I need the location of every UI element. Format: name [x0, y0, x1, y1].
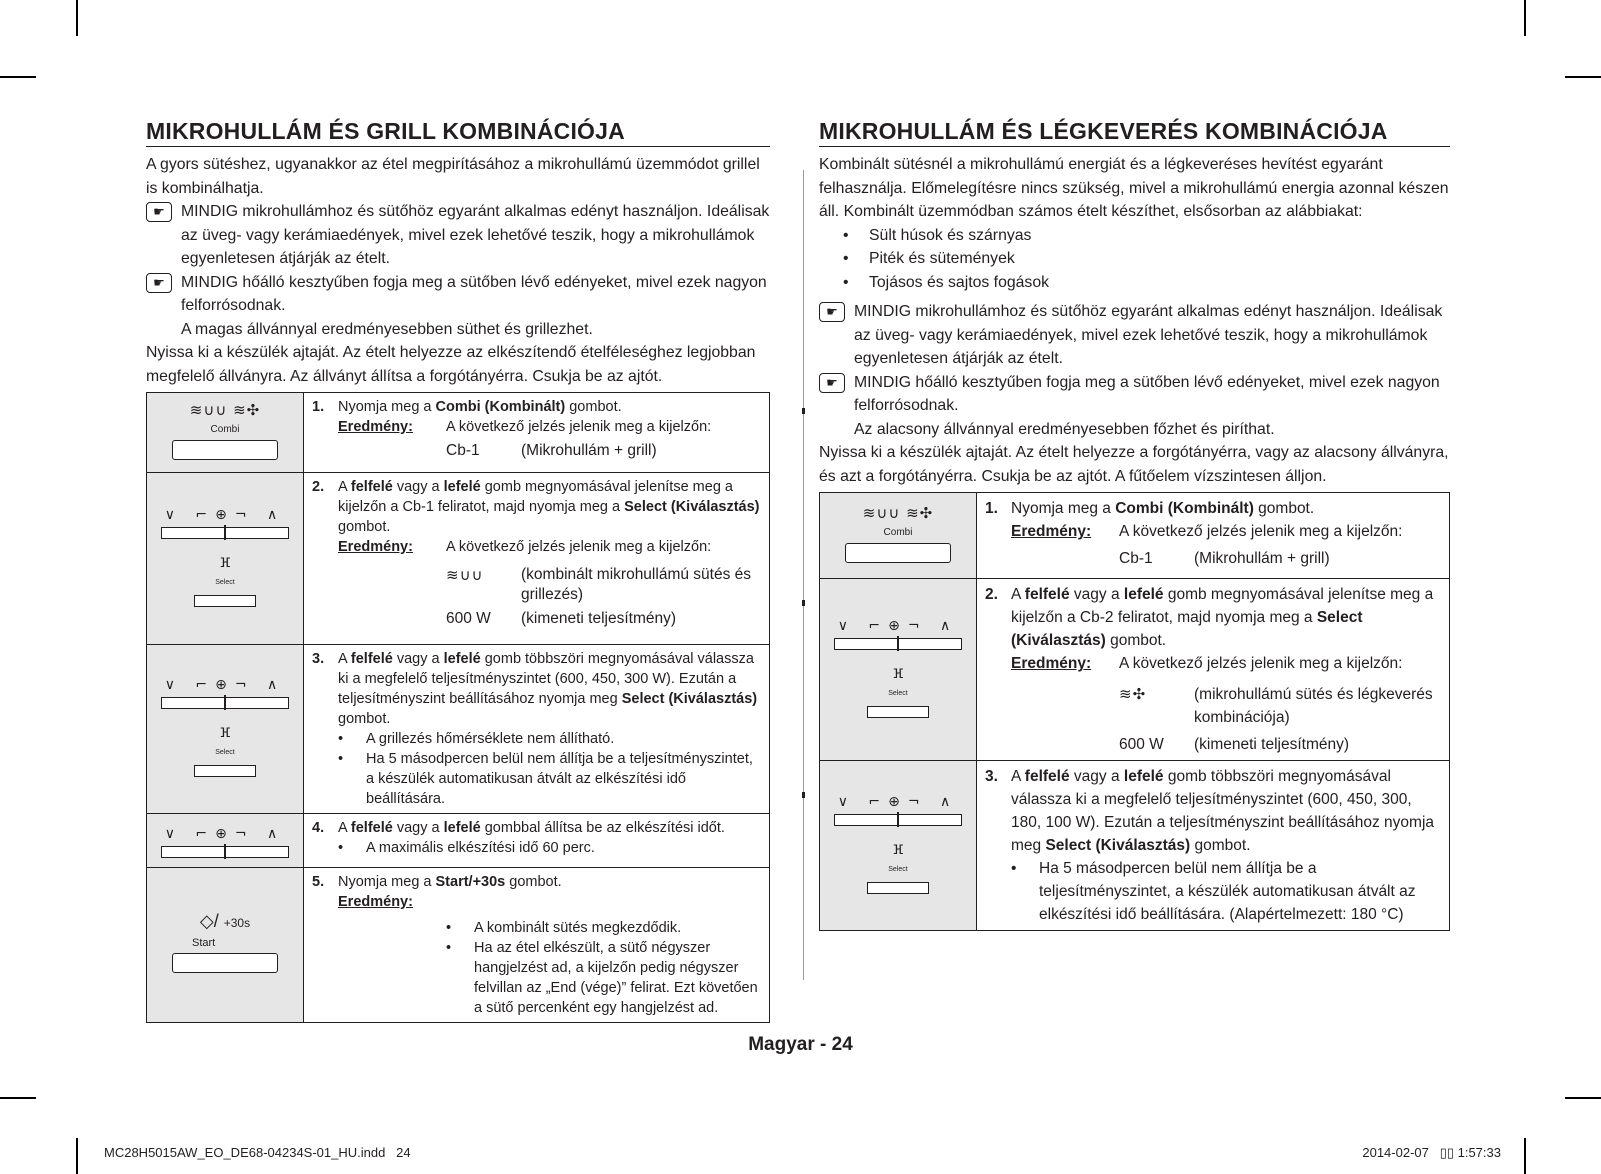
combi-button[interactable]	[172, 440, 278, 460]
footer-file: MC28H5015AW_EO_DE68-04234S-01_HU.indd 24	[104, 1145, 411, 1160]
crop-mark	[1524, 0, 1526, 36]
select-label: Select	[888, 689, 908, 697]
column-divider	[803, 170, 804, 980]
section-title: MIKROHULLÁM ÉS GRILL KOMBINÁCIÓJA	[146, 118, 770, 147]
step-row	[147, 814, 770, 868]
select-button[interactable]	[194, 765, 256, 777]
hand-icon: ☛	[146, 273, 172, 293]
step-row	[147, 868, 770, 1023]
hand-select-icon: ⴼ	[892, 841, 904, 857]
step-text: 3. A felfelé vagy a lefelé gomb többszöri megnyomásával válassza ki a megfelelő teljesítményszintet (600, 450, 300, 180, 100 W). Ezután a teljesítményszint beállításához nyomja meg Select (Kiválasztás) gombot. • Ha 5 másodpercen belül nem állítja be a teljesítményszintet, a készülék automatikusan átvált az elkészítési idő beállítására. (Alapértelmezett: 180 °C)	[977, 761, 1450, 931]
step-text: 1. Nyomja meg a Combi (Kombinált) gombot. Eredmény: A következő jelzés jelenik meg a kijelzőn: Cb-1 (Mikrohullám + grill)	[977, 493, 1450, 579]
updown-select-control	[147, 473, 304, 645]
select-button[interactable]	[867, 706, 929, 718]
steps-table	[146, 392, 770, 1023]
note-extra: Az alacsony állvánnyal eredményesebben főzhet és piríthat.	[854, 420, 1275, 438]
combi-label: Combi	[210, 423, 240, 435]
step-text: 4. A felfelé vagy a lefelé gombbal állítsa be az elkészítési időt. • A maximális elkészítési idő 60 perc.	[304, 814, 770, 868]
up-down-arrows-icon[interactable]: ∨ ⌐⊕¬ ∧	[164, 506, 286, 523]
grill-symbol-icon: ≋∪∪	[446, 566, 484, 584]
select-label: Select	[215, 578, 235, 586]
step-row	[147, 645, 770, 814]
step-row	[147, 393, 770, 473]
up-down-arrows-icon[interactable]: ∨ ⌐⊕¬ ∧	[164, 825, 286, 842]
updown-control	[147, 814, 304, 868]
updown-select-control	[820, 761, 977, 931]
step-text: 5. Nyomja meg a Start/+30s gombot. Eredmény: • A kombinált sütés megkezdődik. • Ha az étel elkészült, a sütő négyszer hangjelzést ad, a kijelzőn pedig négyszer felvillan az „End (vége)” felirat. Ezt követően a sütő percenként egy hangjelzést ad.	[304, 868, 770, 1023]
combi-symbols-icon: ≋∪∪ ≋✣	[862, 503, 934, 522]
page-number: Magyar - 24	[748, 1034, 853, 1055]
dial-bar[interactable]	[161, 527, 289, 539]
crop-mark	[1524, 1138, 1526, 1174]
note: ☛ MINDIG hőálló kesztyűben fogja meg a sütőben lévő edényeket, mivel ezek nagyon felforrósodnak.	[146, 271, 770, 318]
crop-mark	[1565, 76, 1601, 78]
steps-table	[819, 492, 1450, 931]
note-extra: A magas állvánnyal eredményesebben süthet és grillezhet.	[181, 320, 593, 338]
hand-icon: ☛	[146, 202, 172, 222]
note: ☛ MINDIG hőálló kesztyűben fogja meg a sütőben lévő edényeket, mivel ezek nagyon felforrósodnak.	[819, 371, 1450, 418]
margin-mark	[802, 408, 805, 414]
combi-label: Combi	[883, 526, 913, 538]
combi-control	[820, 493, 977, 579]
list-item: • Ha 5 másodpercen belül nem állítja be a teljesítményszintet, a készülék automatikusan átvált az elkészítési idő beállítására.	[338, 749, 761, 809]
hand-select-icon: ⴼ	[892, 665, 904, 681]
step-row	[820, 761, 1450, 931]
hand-select-icon: ⴼ	[219, 554, 231, 570]
combi-symbols-icon: ≋∪∪ ≋✣	[189, 400, 261, 419]
crop-mark	[0, 76, 36, 78]
intro-text: A gyors sütéshez, ugyanakkor az étel megpirításához a mikrohullámú üzemmódot grillel is kombinálhatja.	[146, 156, 760, 197]
list-item: • Ha az étel elkészült, a sütő négyszer hangjelzést ad, a kijelzőn pedig négyszer felvillan az „End (vége)” felirat. Ezt követően a sütő percenként egy hangjelzést ad.	[446, 938, 761, 1018]
step-row	[147, 473, 770, 645]
up-down-arrows-icon[interactable]: ∨ ⌐⊕¬ ∧	[164, 677, 286, 693]
section-title: MIKROHULLÁM ÉS LÉGKEVERÉS KOMBINÁCIÓJA	[819, 118, 1450, 147]
instruction-text: Nyissa ki a készülék ajtaját. Az ételt helyezze az elkészítendő ételféleséghez legjobban megfelelő állványra. Az állványt állítsa a forgótányérra. Csukja be az ajtót.	[146, 344, 756, 385]
hand-icon: ☛	[819, 373, 845, 393]
step-row	[820, 579, 1450, 761]
note: ☛ MINDIG mikrohullámhoz és sütőhöz egyaránt alkalmas edényt használjon. Ideálisak az üveg- vagy kerámiaedények, mivel ezek lehetővé teszik, hogy a mikrohullámok egyenletesen átjárják az ételt.	[146, 200, 770, 271]
hand-icon: ☛	[819, 302, 845, 322]
start-icon: ◇/ +30s	[199, 911, 251, 931]
updown-select-control	[147, 645, 304, 814]
list-item: • A kombinált sütés megkezdődik.	[446, 918, 761, 938]
crop-mark	[0, 1097, 36, 1099]
select-label: Select	[888, 865, 908, 873]
list-item: • A maximális elkészítési idő 60 perc.	[338, 838, 761, 858]
dial-bar[interactable]	[161, 697, 289, 709]
up-down-arrows-icon[interactable]: ∨ ⌐⊕¬ ∧	[837, 793, 959, 810]
combi-button[interactable]	[845, 543, 951, 563]
updown-select-control	[820, 579, 977, 761]
list-item: • Ha 5 másodpercen belül nem állítja be a teljesítményszintet, a készülék automatikusan átvált az elkészítési idő beállítására. (Alapértelmezett: 180 °C)	[1011, 857, 1441, 926]
intro-text: Kombinált sütésnél a mikrohullámú energiát és a légkeveréses hevítést egyaránt felhasználja. Előmelegítésre nincs szükség, mivel a mikrohullámú energia azonnal készen áll. Kombinált üzemmódban számos ételt készíthet, elsősorban az alábbiakat:	[819, 156, 1449, 220]
hand-select-icon: ⴼ	[219, 725, 231, 740]
plus30-label: +30s	[223, 916, 251, 930]
list-item: • Tojásos és sajtos fogások	[843, 271, 1450, 295]
crop-mark	[76, 0, 78, 36]
select-button[interactable]	[867, 882, 929, 894]
convection-symbol-icon: ≋✣	[1119, 685, 1147, 703]
crop-mark	[76, 1138, 78, 1174]
step-row	[820, 493, 1450, 579]
dial-bar[interactable]	[834, 814, 962, 826]
step-text: 1. Nyomja meg a Combi (Kombinált) gombot. Eredmény: A következő jelzés jelenik meg a kijelzőn: Cb-1 (Mikrohullám + grill)	[304, 393, 770, 473]
up-down-arrows-icon[interactable]: ∨ ⌐⊕¬ ∧	[837, 617, 959, 634]
step-text: 3. A felfelé vagy a lefelé gomb többszöri megnyomásával válassza ki a megfelelő teljesítményszintet (600, 450, 300 W). Ezután a teljesítményszint beállításához nyomja meg Select (Kiválasztás) gombot. • A grillezés hőmérséklete nem állítható. • Ha 5 másodpercen belül nem állítja be a teljesítményszintet, a készülék automatikusan átvált az elkészítési idő beállítására.	[304, 645, 770, 814]
list-item: • Sült húsok és szárnyas	[843, 224, 1450, 248]
margin-mark	[802, 600, 805, 606]
select-label: Select	[215, 749, 235, 756]
step-text: 2. A felfelé vagy a lefelé gomb megnyomásával jelenítse meg a kijelzőn a Cb-1 feliratot, majd nyomja meg a Select (Kiválasztás) gombot. Eredmény: A következő jelzés jelenik meg a kijelzőn: ≋∪∪ (kombinált mikrohullámú sütés és grillezés) 600 W (kimeneti teljesítmény)	[304, 473, 770, 645]
start-label: Start	[192, 937, 216, 949]
start-button[interactable]	[172, 953, 278, 973]
list-item: • Piték és sütemények	[843, 247, 1450, 271]
select-button[interactable]	[194, 595, 256, 607]
note: ☛ MINDIG mikrohullámhoz és sütőhöz egyaránt alkalmas edényt használjon. Ideálisak az üveg- vagy kerámiaedények, mivel ezek lehetővé teszik, hogy a mikrohullámok egyenletesen átjárják az ételt.	[819, 300, 1450, 371]
dial-bar[interactable]	[834, 638, 962, 650]
list-item: • A grillezés hőmérséklete nem állítható.	[338, 729, 761, 749]
margin-mark	[802, 792, 805, 798]
footer-timestamp: 2014-02-07 ▯▯ 1:57:33	[1362, 1145, 1501, 1160]
combi-control	[147, 393, 304, 473]
food-list	[819, 224, 1450, 295]
left-column	[146, 118, 770, 1023]
right-column	[819, 118, 1450, 931]
instruction-text: Nyissa ki a készülék ajtaját. Az ételt helyezze a forgótányérra, vagy az alacsony állványra, és azt a forgótányérra. Csukja be az ajtót. A fűtőelem vízszintesen álljon.	[819, 444, 1449, 485]
start-control	[147, 868, 304, 1023]
step-text: 2. A felfelé vagy a lefelé gomb megnyomásával jelenítse meg a kijelzőn a Cb-2 feliratot, majd nyomja meg a Select (Kiválasztás) gombot. Eredmény: A következő jelzés jelenik meg a kijelzőn: ≋✣ (mikrohullámú sütés és légkeverés kombinációja) 600 W (kimeneti teljesítmény)	[977, 579, 1450, 761]
dial-bar[interactable]	[161, 846, 289, 858]
crop-mark	[1565, 1097, 1601, 1099]
